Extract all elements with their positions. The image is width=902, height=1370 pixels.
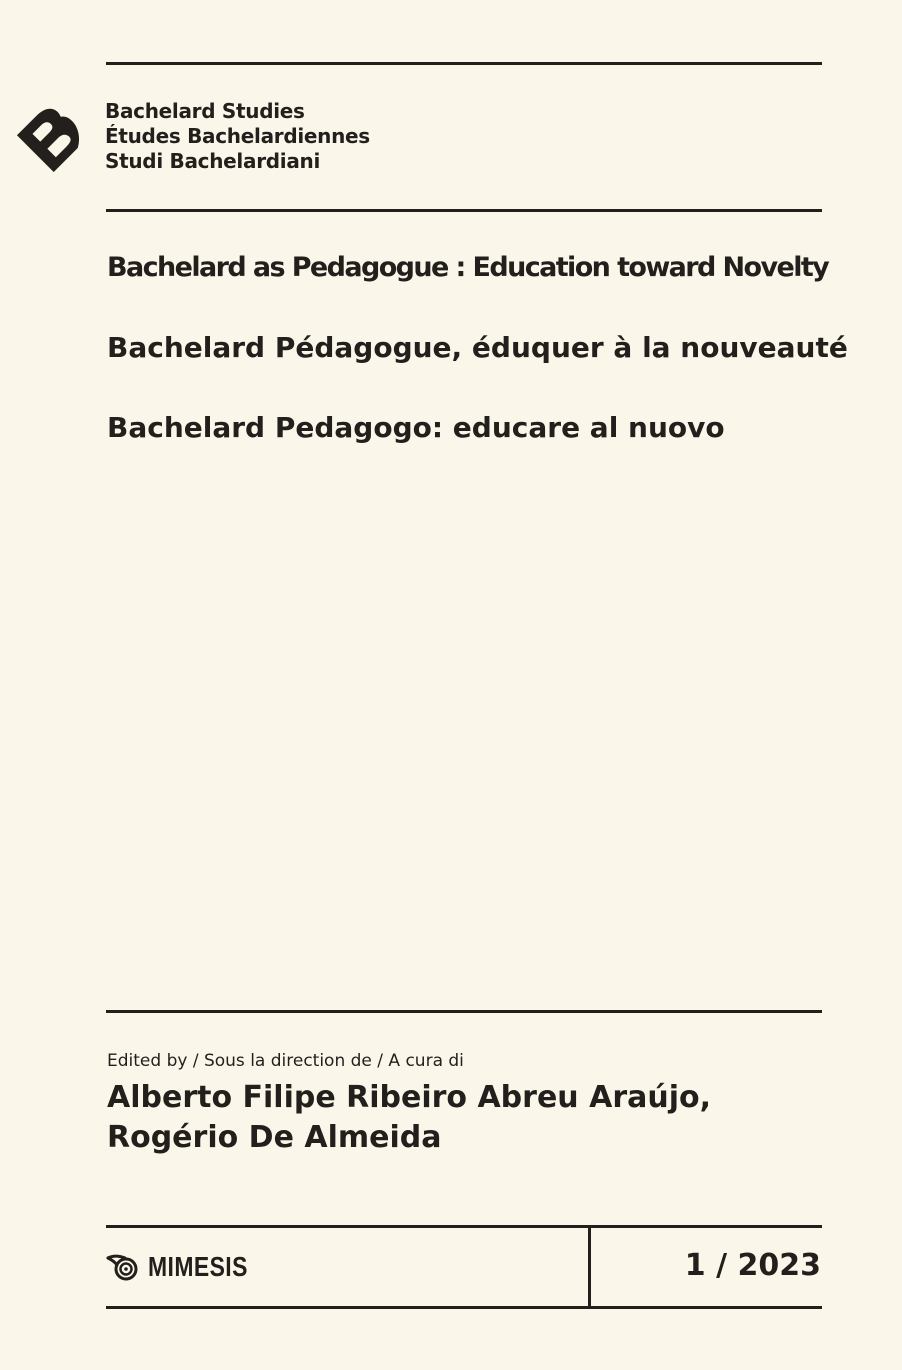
publisher-name: MIMESIS [148,1251,248,1282]
editor-line-2: Rogério De Almeida [107,1120,442,1155]
edited-by-label: Edited by / Sous la direction de / A cura di [107,1051,464,1071]
journal-name-en: Bachelard Studies [105,99,305,123]
snail-spiral-icon [106,1252,140,1282]
publisher-block [106,1248,270,1286]
title-french: Bachelard Pédagogue, éduquer à la nouveauté [107,331,848,364]
title-italian: Bachelard Pedagogo: educare al nuovo [107,411,725,444]
journal-name-it: Studi Bachelardiani [105,149,321,173]
issue-number: 1 / 2023 [684,1248,821,1283]
bachelard-logo-icon [16,100,90,172]
footer-bottom-rule [106,1306,822,1309]
header-rule [106,209,822,212]
top-rule [106,62,822,65]
editor-names [107,1078,711,1158]
editors-rule [106,1010,822,1013]
journal-names [105,99,370,174]
title-english: Bachelard as Pedagogue : Education toward Novelty [107,252,829,283]
journal-name-fr: Études Bachelardiennes [105,124,370,148]
footer-top-rule [106,1225,822,1228]
editor-line-1: Alberto Filipe Ribeiro Abreu Araújo, [107,1080,711,1115]
footer-divider [588,1226,591,1308]
